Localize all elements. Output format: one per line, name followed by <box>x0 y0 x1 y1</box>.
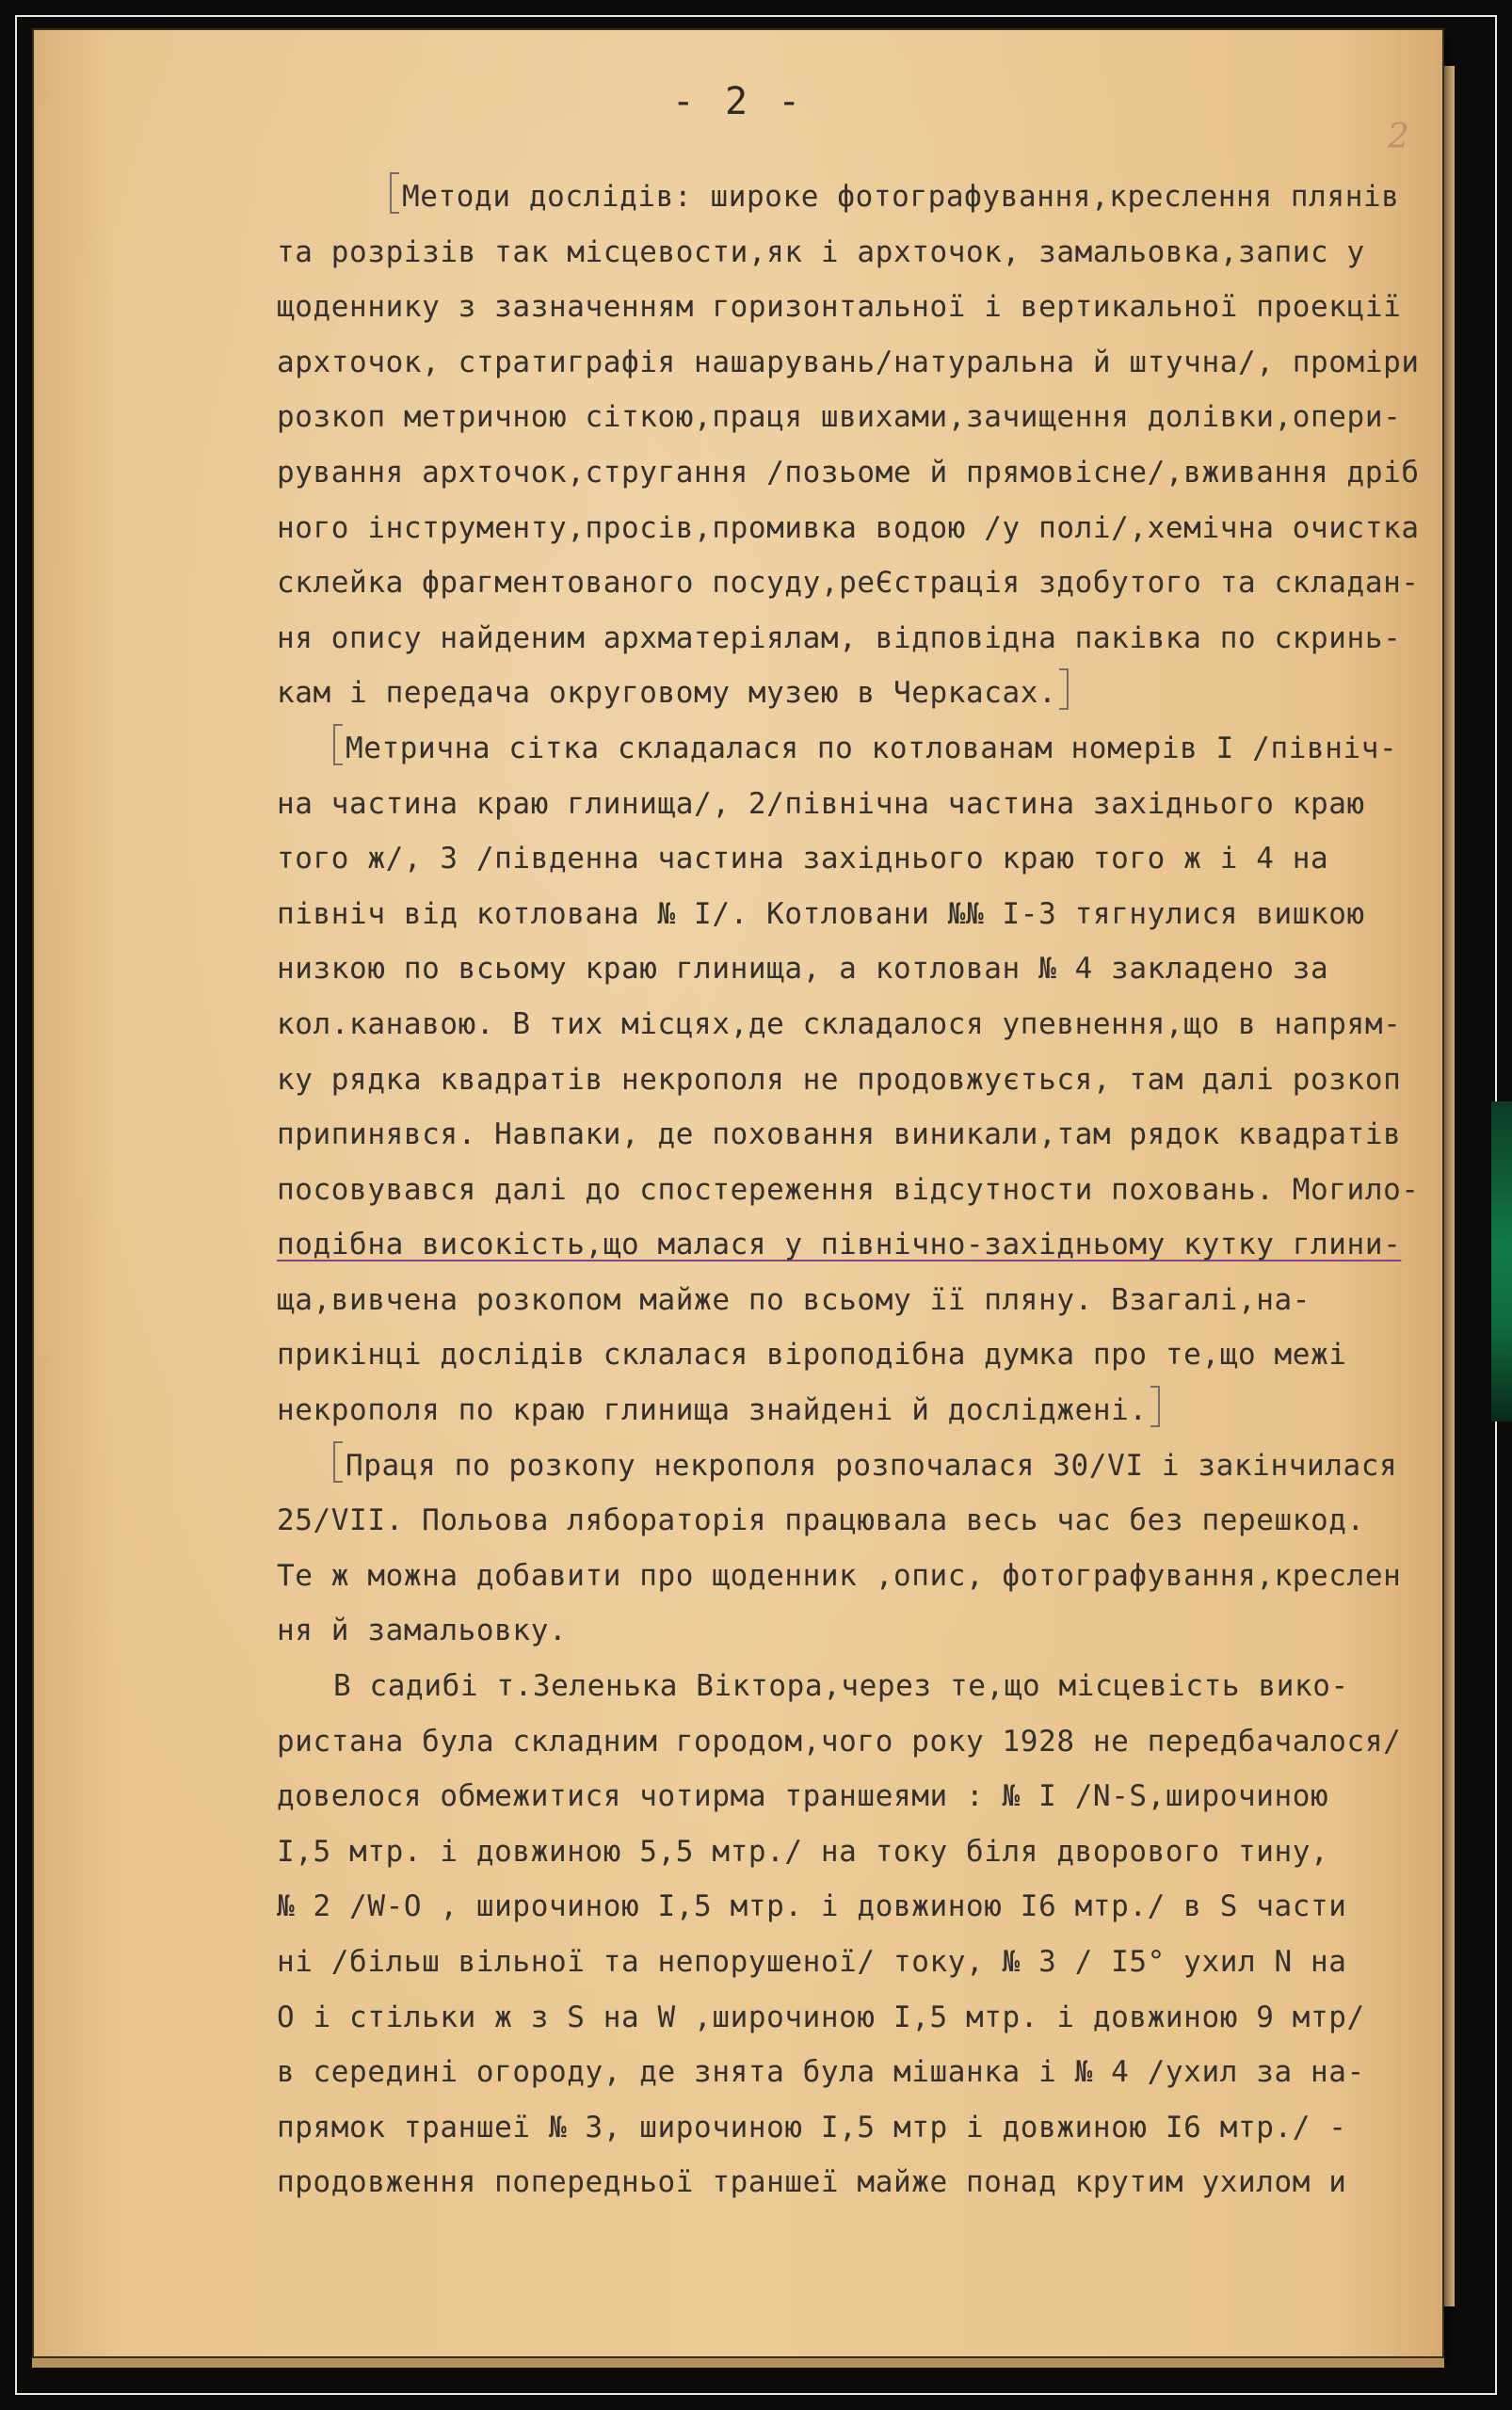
text-line-content: некрополя по краю глинища знайдені й досліджені. <box>277 1393 1148 1428</box>
text-line: рування архточок,стругання /позьоме й прямовісне/,вживання дріб <box>277 455 1420 490</box>
document-page <box>32 28 1444 2358</box>
text-line: посовувався далі до спостереження відсутности поховань. Могило- <box>277 1172 1420 1207</box>
text-line: В садибі т.Зеленька Віктора,через те,що місцевість вико- <box>333 1669 1349 1704</box>
text-line: склейка фрагментованого посуду,реЄстрація здобутого та складан- <box>277 566 1420 601</box>
text-line: продовження попередньої траншеї майже понад крутим ухилом и <box>277 2165 1347 2200</box>
folder-edge <box>1491 1101 1512 1422</box>
text-line <box>277 1438 1491 1494</box>
text-line: ку рядка квадратів некрополя не продовжується, там далі розкоп <box>277 1062 1402 1097</box>
text-line: подібна високість,що малася у північно-західньому кутку глини- <box>277 1228 1402 1262</box>
text-line: ня й замальовку. <box>277 1614 568 1648</box>
text-line <box>277 169 1491 225</box>
text-line: ристана була складним городом,чого року 1928 не передбачалося/ <box>277 1724 1402 1759</box>
text-line-content: Праця по розкопу некрополя розпочалася 30/VI і закінчилася <box>346 1448 1398 1483</box>
page-number: - 2 - <box>671 80 805 123</box>
typewritten-body <box>277 169 1491 2210</box>
text-line: прикінці дослідів склалася віроподібна думка про те,що межі <box>277 1338 1347 1373</box>
text-line: припинявся. Навпаки, де поховання виникали,там рядок квадратів <box>277 1117 1402 1152</box>
bracket-mark <box>333 1441 343 1483</box>
text-line: розкоп метричною сіткою,праця швихами,зачищення долівки,опери- <box>277 400 1402 435</box>
text-line: та розрізів так місцевости,як і архточок, замальовка,запис у <box>277 234 1365 269</box>
text-line <box>277 721 1491 777</box>
text-line: ного інструменту,просів,промивка водою /у полі/,хемічна очистка <box>277 510 1420 545</box>
text-line: в середині огороду, де знята була мішанка і № 4 /ухил за на- <box>277 2055 1365 2090</box>
bracket-mark <box>390 172 399 214</box>
text-line: O і стільки ж з S на W ,широчиною I,5 мтр. і довжиною 9 мтр/ <box>277 2000 1365 2034</box>
text-line: архточок, стратиграфія нашарувань/натуральна й штучна/, проміри <box>277 345 1420 379</box>
text-line <box>277 1383 1491 1438</box>
text-line: Те ж можна добавити про щоденник ,опис, фотографування,креслен <box>277 1558 1402 1593</box>
text-line-content: кам і передача округовому музею в Черкасах. <box>277 676 1057 711</box>
text-line: на частина краю глинища/, 2/північна частина західнього краю <box>277 786 1365 821</box>
text-line: щоденнику з зазначенням горизонтальної і вертикальної проекції <box>277 290 1402 325</box>
text-line: кол.канавою. В тих місцях,де складалося упевнення,що в напрям- <box>277 1006 1402 1041</box>
corner-page-mark: 2 <box>1388 118 1409 156</box>
bracket-mark <box>1059 668 1069 710</box>
text-line: низкою по всьому краю глинища, а котлован № 4 закладено за <box>277 952 1329 987</box>
text-line: № 2 /W-O , широчиною I,5 мтр. і довжиною I6 мтр./ в S части <box>277 1889 1347 1924</box>
text-line <box>277 666 1491 721</box>
bracket-mark <box>1150 1386 1160 1427</box>
text-line: довелося обмежитися чотирма траншеями : № I /N-S,широчиною <box>277 1779 1329 1814</box>
text-line: ща,вивчена розкопом майже по всьому її пляну. Взагалі,на- <box>277 1282 1311 1317</box>
text-line: того ж/, 3 /південна частина західнього краю того ж і 4 на <box>277 842 1329 876</box>
text-line: ні /більш вільної та непорушеної/ току, № 3 / I5° ухил N на <box>277 1945 1347 1979</box>
text-line-content: Метрична сітка складалася по котлованам номерів I /північ- <box>346 731 1398 765</box>
text-line: ня опису найденим архматеріялам, відповідна паківка по скринь- <box>277 620 1402 655</box>
text-line: I,5 мтр. і довжиною 5,5 мтр./ на току біля дворового тину, <box>277 1834 1329 1869</box>
text-line: північ від котлована № I/. Котловани №№ I-3 тягнулися вишкою <box>277 896 1365 931</box>
paper-bottom-edge <box>32 2358 1444 2368</box>
bracket-mark <box>333 724 343 765</box>
text-line-content: Методи дослідів: широке фотографування,креслення плянів <box>402 180 1400 214</box>
text-line: 25/VII. Польова лябораторія працювала весь час без перешкод. <box>277 1503 1365 1538</box>
text-line: прямок траншеї № 3, широчиною I,5 мтр і довжиною I6 мтр./ - <box>277 2110 1347 2145</box>
